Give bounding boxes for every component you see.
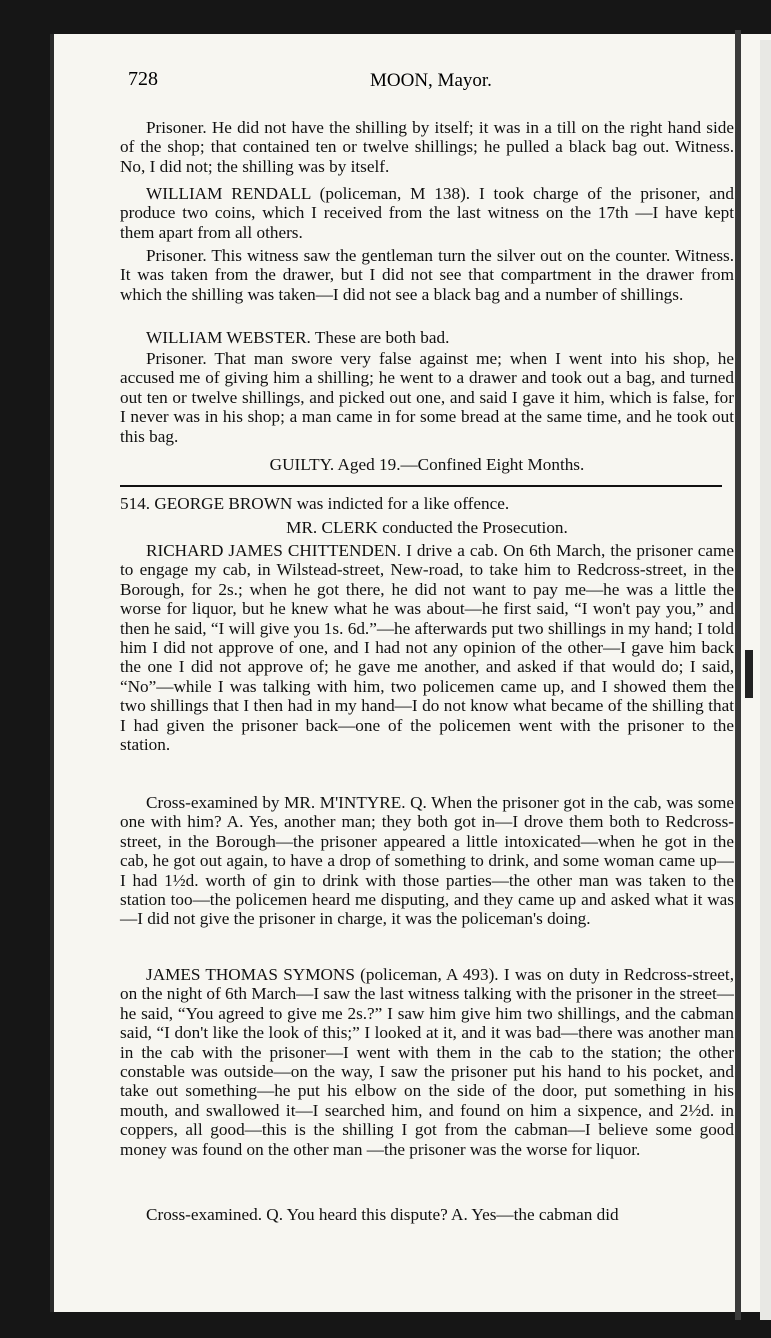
page-header xyxy=(128,68,734,94)
paragraph-prisoner-2: Prisoner. This witness saw the gentleman turn the silver out on the counter. Witness. It was taken from the drawer, but I did not see that compartment in the drawer from which the shilling was taken—I did not see a black bag and a number of shillings. xyxy=(120,246,734,304)
paragraph-symons: JAMES THOMAS SYMONS (policeman, A 493). I was on duty in Redcross-street, on the night of 6th March—I saw the last witness talking with the prisoner in the street—he said, “You agreed to give me 2s.?” I saw him give him two shillings, and the cabman said, “I don't like the look of this;” I looked at it, and it was bad—there was another man in the cab with the prisoner—I went with them in the cab to the station; the other constable was outside—on the way, I saw the prisoner put his hand to his pocket, and take out something—he put his elbow on the side of the door, put something in his mouth, and swallowed it—I searched him, and found on him a sixpence, and 2½d. in coppers, all good—this is the shilling I got from the cabman—I believe some good money was found on the other man —the prisoner was the worse for liquor. xyxy=(120,965,734,1159)
section-rule xyxy=(120,485,722,487)
page-edge xyxy=(735,30,741,1320)
paragraph-webster: WILLIAM WEBSTER. These are both bad. xyxy=(146,328,450,347)
margin-mark xyxy=(745,650,753,698)
paragraph-chittenden: RICHARD JAMES CHITTENDEN. I drive a cab. On 6th March, the prisoner came to engage my cab, in Wilstead-street, New-road, to take him to Redcross-street, in the Borough, for 2s.; when he got there, he did not want to pay me—he was a little the worse for liquor, but he knew what he was about—he first said, “I won't pay you,” and then he said, “I will give you 1s. 6d.”—he afterwards put two shillings in my hand; I told him I did not approve of one, and I had not any opinion of the other—I gave him back the one I did not approve of; he gave me another, and asked if that would do; I said, “No”—while I was talking with him, two policemen came up, and I showed them the two shillings that I then had in my hand—I do not know what became of the shilling that I had given the prisoner back—one of the policemen went with the prisoner to the station. xyxy=(120,541,734,755)
paragraph-cross-examined-mintyre: Cross-examined by MR. M'INTYRE. Q. When the prisoner got in the cab, was some one with him? A. Yes, another man; they both got in—I drove them both to Redcross-street, in the Borough—the prisoner appeared a little intoxicated—when he got in the cab, he got out again, to have a drop of something to drink, and some woman came up—I had 1½d. worth of gin to drink with those parties—the other man was taken to the station too—the policemen heard me disputing, and they came up and asked what it was—I did not give the prisoner in charge, it was the policeman's doing. xyxy=(120,793,734,929)
paragraph-cross-examined: Cross-examined. Q. You heard this dispute? A. Yes—the cabman did xyxy=(146,1205,619,1224)
prosecution-line: MR. CLERK conducted the Prosecution. xyxy=(286,518,568,537)
paragraph-rendall: WILLIAM RENDALL (policeman, M 138). I took charge of the prisoner, and produce two coins, which I received from the last witness on the 17th —I have kept them apart from all others. xyxy=(120,184,734,242)
verdict: GUILTY. Aged 19.—Confined Eight Months. xyxy=(269,455,585,474)
paragraph-prisoner-1: Prisoner. He did not have the shilling by itself; it was in a till on the right hand side of the shop; that contained ten or twelve shillings; he pulled a black bag out. Witness. No, I did not; the shilling was by itself. xyxy=(120,118,734,176)
case-heading: 514. GEORGE BROWN was indicted for a like offence. xyxy=(120,494,510,513)
page-number: 728 xyxy=(128,68,158,90)
running-title: MOON, Mayor. xyxy=(370,70,492,91)
paragraph-prisoner-3: Prisoner. That man swore very false against me; when I went into his shop, he accused me of giving him a shilling; he went to a drawer and took out a bag, and turned out ten or twelve shillings, and picked out one, and said I gave it him, which is false, for I never was in his shop; a man came in for some bread at the same time, and he took out this bag. xyxy=(120,349,734,446)
next-page-edge xyxy=(760,40,771,1320)
